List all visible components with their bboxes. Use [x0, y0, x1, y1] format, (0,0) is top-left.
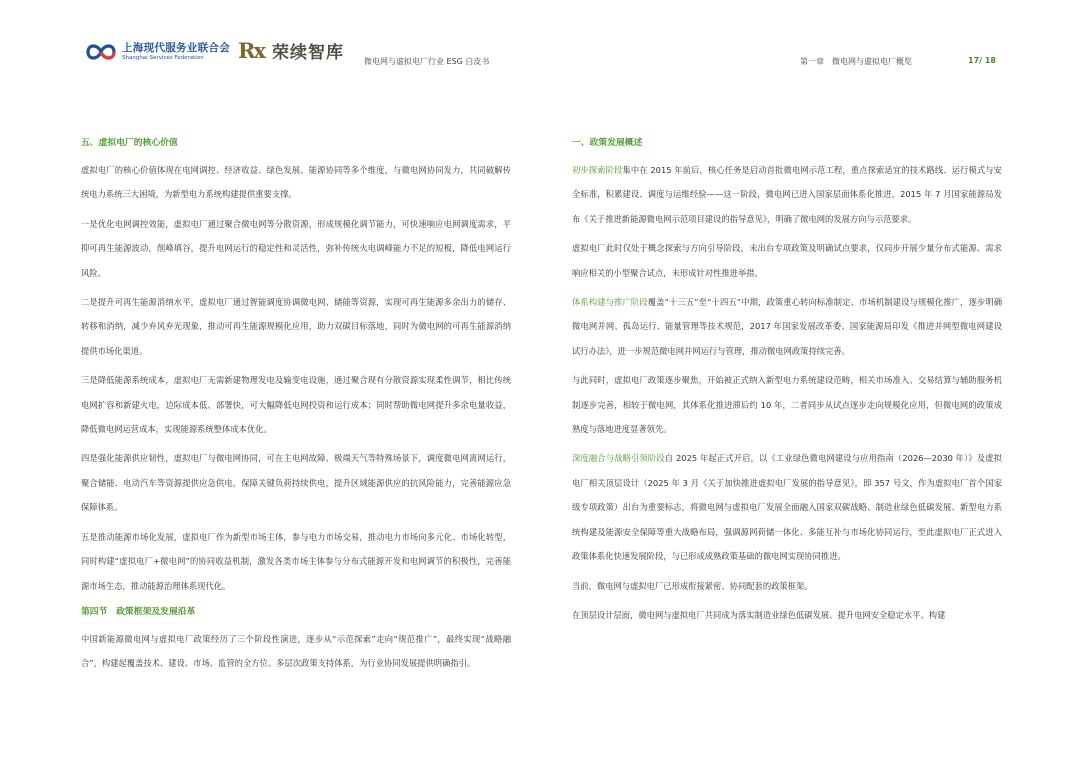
federation-name-cn: 上海现代服务业联合会: [122, 42, 230, 54]
paragraph: 四是强化能源供应韧性，虚拟电厂与微电网协同，可在主电网故障、极端天气等特殊场景下，调度微电网离网运行，聚合储能、电动汽车等资源提供应急供电，保障关键负荷持续供电，提升区域能源供应的抗风险能力，完善能源应急保障体系。: [81, 453, 511, 513]
paragraph: 五是推动能源市场化发展，虚拟电厂作为新型市场主体，参与电力市场交易，推动电力市场向多元化、市场化转型，同时构建“虚拟电厂+微电网”的协同收益机制，激发各类市场主体参与分布式能源开发和电网调节的积极性，完善能源市场生态，推动能源治理体系现代化。: [81, 531, 511, 591]
page-header: [0, 0, 1080, 80]
brand-mark-icon: Rx: [238, 38, 264, 63]
left-column: [81, 134, 511, 681]
page-number: 17/ 18: [968, 56, 996, 65]
paragraph: [572, 290, 1002, 363]
paragraph: 虚拟电厂此时仅处于概念探索与方向引导阶段，未出台专项政策及明确试点要求，仅同步开展少量分布式能源、需求响应相关的小型聚合试点，未形成针对性推进举措。: [572, 243, 1002, 278]
federation-logo-icon: [84, 40, 118, 64]
federation-logo: [84, 40, 230, 64]
brand-name: 荣续智库: [271, 43, 344, 63]
stage-label: 体系构建与推广阶段: [572, 297, 648, 308]
stage-label: 初步探索阶段: [572, 165, 623, 175]
stage-text: 集中在 2015 年前后，核心任务是启动首批微电网示范工程，重点探索适宜的技术路线、运行模式与安全标准，积累建设、调度与运维经验——这一阶段，微电网已进入国家层面体系化推进，2015 年 7 月国家能源局发布《关于推进新能源微电网示范项目建设的指导意见》，明确了微电网的发展方向与示范要求。: [572, 165, 1002, 224]
paragraph: 与此同时，虚拟电厂政策逐步聚焦，开始被正式纳入新型电力系统建设范畴，相关市场准入、交易结算与辅助服务机制逐步完善，相较于微电网，其体系化推进滞后约 10 年，二者同步从试点逐步走向规模化应用，但微电网的政策成熟度与落地进度显著领先。: [572, 375, 1002, 435]
paragraph: 一是优化电网调控效能，虚拟电厂通过聚合微电网等分散资源，形成规模化调节能力，可快速响应电网调度需求，平抑可再生能源波动，削峰填谷，提升电网运行的稳定性和灵活性，弥补传统火电调峰能力不足的短板，降低电网运行风险。: [81, 218, 511, 278]
paragraph: 二是提升可再生能源消纳水平，虚拟电厂通过智能调度协调微电网、储能等资源，实现可再生能源多余出力的储存、转移和消纳，减少弃风弃光现象，推动可再生能源规模化应用，助力双碳目标落地，同时为微电网的可再生能源消纳提供市场化渠道。: [81, 297, 511, 356]
paragraph: 在顶层设计层面，微电网与虚拟电厂共同成为落实制造业绿色低碳发展、提升电网安全稳定水平、构建: [572, 609, 946, 620]
paragraph: [572, 158, 1002, 231]
stage-text: 自 2025 年起正式开启，以《工业绿色微电网建设与应用指南（2026—2030 年）》及虚拟电厂相关顶层设计（2025 年 3 月《关于加快推进虚拟电厂发展的指导意见》，即 357 号文，作为虚拟电厂首个国家级专项政策）出台为重要标志，将微电网与虚拟电厂发展全面融入国家双碳战略、制造业绿色低碳发展、新型电力系统构建及能源安全保障等重大战略布局，强调源网荷储一体化、多能互补与市场化协同运行，至此虚拟电厂正式进入政策体系化快速发展阶段，与已形成成熟政策基础的微电网实现协同推进。: [572, 453, 1002, 562]
section-heading: 五、虚拟电厂的核心价值: [81, 138, 178, 148]
stage-label: 深度融合与战略引领阶段: [572, 453, 665, 464]
paragraph: 虚拟电厂的核心价值体现在电网调控、经济收益、绿色发展、能源协同等多个维度，与微电网协同发力，共同破解传统电力系统三大困境，为新型电力系统构建提供重要支撑。: [81, 165, 511, 200]
right-column: [572, 134, 1002, 632]
chapter-title: 第一章 微电网与虚拟电厂概览: [800, 57, 912, 66]
section-heading: 一、政策发展概述: [572, 138, 643, 148]
paragraph: 当前，微电网与虚拟电厂已形成衔接紧密、协同配套的政策框架。: [572, 580, 813, 591]
brand-logo: [238, 38, 344, 63]
paragraph: 三是降低能源系统成本，虚拟电厂无需新建物理发电及输变电设施，通过聚合现有分散资源实现柔性调节，相比传统电网扩容和新建火电，边际成本低、部署快，可大幅降低电网投资和运行成本；同时帮助微电网提升多余电量收益，降低微电网运营成本，实现能源系统整体成本优化。: [81, 375, 511, 435]
paragraph: 中国新能源微电网与虚拟电厂政策经历了三个阶段性演进，逐步从“示范探索”走向“规范推广”，最终实现“战略融合”，构建起覆盖技术、建设、市场、监管的全方位、多层次政策支持体系，为行业协同发展提供明确指引。: [81, 633, 511, 669]
subsection-heading: 第四节 政策框架及发展沿革: [81, 606, 196, 617]
federation-name-en: Shanghai Services Federation: [122, 54, 204, 61]
document-title: 微电网与虚拟电厂行业 ESG 白皮书: [364, 57, 490, 66]
paragraph: [572, 446, 1002, 568]
stage-text: 覆盖“十三五”至“十四五”中期，政策重心转向标准制定、市场机制建设与规模化推广，逐步明确微电网并网、孤岛运行、能量管理等技术规范，2017 年国家发展改革委、国家能源局印发《推进并网型微电网建设试行办法》，进一步规范微电网并网运行与管理，推动微电网政策持续完善。: [572, 297, 1002, 356]
